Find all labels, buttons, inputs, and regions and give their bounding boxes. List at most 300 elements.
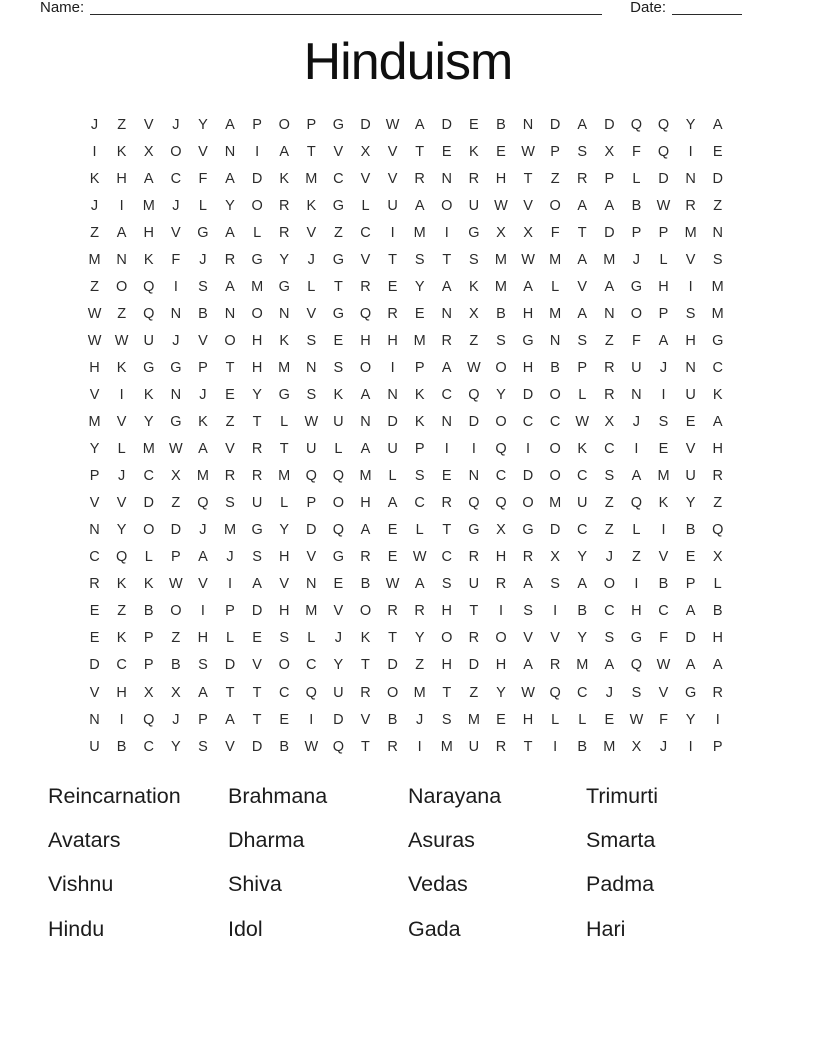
grid-letter: H [251, 332, 263, 349]
grid-letter: L [578, 711, 587, 728]
grid-letter: I [526, 441, 531, 458]
grid-letter: J [199, 522, 207, 539]
grid-letter: M [88, 251, 101, 268]
grid-letter: D [387, 414, 398, 431]
word-bank-item: Asuras [408, 828, 475, 853]
grid-letter: Y [252, 386, 262, 403]
grid-letter: X [496, 522, 506, 539]
grid-letter: A [685, 657, 696, 674]
grid-letter: O [441, 630, 453, 647]
grid-letter: N [522, 116, 534, 133]
grid-letter: S [577, 332, 588, 349]
grid-letter: M [684, 224, 697, 241]
grid-letter: U [576, 495, 588, 512]
grid-letter: E [712, 143, 723, 160]
grid-letter: K [143, 251, 154, 268]
grid-letter: Y [414, 278, 425, 295]
grid-letter: I [634, 441, 639, 458]
grid-letter: O [278, 116, 290, 133]
grid-letter: F [550, 224, 560, 241]
grid-letter: W [494, 197, 508, 214]
grid-letter: K [116, 576, 127, 593]
grid-letter: Y [685, 495, 696, 512]
grid-letter: A [577, 305, 588, 322]
grid-letter: A [712, 414, 723, 431]
grid-letter: C [143, 738, 154, 755]
word-bank-item: Brahmana [228, 783, 328, 808]
word-bank [48, 774, 770, 952]
grid-letter: O [116, 278, 128, 295]
grid-letter: M [549, 251, 562, 268]
grid-letter: N [224, 143, 236, 160]
grid-letter: O [359, 603, 372, 620]
grid-letter: Q [630, 657, 643, 674]
grid-letter: U [306, 441, 317, 458]
grid-letter: M [657, 468, 670, 485]
grid-letter: B [279, 738, 290, 755]
grid-letter: J [172, 116, 180, 133]
grid-letter: A [604, 278, 615, 295]
grid-letter: K [333, 386, 344, 403]
grid-letter: A [143, 170, 154, 187]
grid-letter: X [469, 305, 479, 322]
grid-letter: V [89, 684, 100, 701]
grid-letter: G [197, 224, 209, 241]
grid-letter: S [631, 684, 642, 701]
grid-letter: Y [198, 116, 208, 133]
grid-letter: E [252, 630, 262, 647]
grid-letter: J [334, 630, 343, 647]
grid-letter: R [441, 332, 452, 349]
grid-letter: I [119, 197, 124, 214]
grid-letter: R [604, 359, 615, 376]
grid-letter: T [442, 251, 452, 268]
grid-letter: O [441, 197, 453, 214]
grid-letter: R [387, 738, 398, 755]
grid-letter: L [632, 522, 641, 539]
grid-letter: A [387, 495, 398, 512]
grid-letter: L [415, 522, 424, 539]
grid-letter: C [89, 549, 100, 566]
grid-letter: N [306, 359, 317, 376]
grid-letter: R [414, 603, 425, 620]
grid-letter: D [549, 116, 561, 133]
grid-letter: H [712, 630, 723, 647]
grid-letter: U [387, 197, 398, 214]
grid-letter: T [252, 711, 262, 728]
grid-letter: F [659, 711, 668, 728]
grid-letter: E [441, 143, 452, 160]
grid-letter: E [279, 711, 290, 728]
grid-letter: P [550, 143, 560, 160]
grid-letter: W [168, 441, 183, 458]
grid-letter: W [168, 576, 183, 593]
grid-letter: P [577, 359, 588, 376]
grid-letter: L [225, 630, 235, 647]
grid-letter: D [224, 657, 236, 674]
grid-letter: L [388, 468, 397, 485]
grid-letter: L [334, 441, 343, 458]
grid-letter: Z [171, 630, 181, 647]
grid-letter: C [604, 603, 615, 620]
grid-letter: V [198, 143, 208, 160]
grid-letter: P [712, 738, 723, 755]
grid-letter: H [387, 332, 398, 349]
grid-letter: S [577, 143, 588, 160]
grid-letter: X [143, 143, 154, 160]
grid-letter: A [198, 441, 208, 458]
grid-letter: U [468, 197, 480, 214]
grid-letter: S [523, 603, 533, 620]
date-label: Date: [630, 0, 666, 16]
grid-letter: G [332, 251, 345, 268]
grid-letter: E [685, 414, 696, 431]
grid-letter: D [387, 657, 398, 674]
grid-letter: Q [549, 684, 561, 701]
grid-letter: N [360, 414, 371, 431]
grid-letter: Q [197, 495, 209, 512]
grid-letter: R [360, 278, 371, 295]
grid-letter: Z [415, 657, 425, 674]
grid-letter: R [224, 468, 236, 485]
grid-letter: B [496, 116, 506, 133]
grid-letter: V [279, 576, 290, 593]
grid-letter: M [413, 332, 426, 349]
grid-letter: A [685, 603, 696, 620]
grid-letter: Z [604, 522, 614, 539]
grid-letter: N [441, 305, 452, 322]
grid-letter: G [468, 224, 480, 241]
grid-letter: L [361, 197, 370, 214]
grid-letter: X [523, 224, 533, 241]
grid-letter: A [712, 116, 723, 133]
letter-grid [81, 111, 731, 760]
grid-letter: Q [143, 711, 155, 728]
grid-letter: X [631, 738, 642, 755]
grid-letter: N [306, 576, 317, 593]
grid-letter: J [605, 549, 613, 566]
word-bank-item: Vishnu [48, 872, 114, 897]
grid-letter: V [306, 305, 317, 322]
grid-letter: Y [685, 711, 696, 728]
word-bank-item: Vedas [408, 872, 468, 897]
word-bank-item: Hindu [48, 916, 105, 941]
grid-letter: H [522, 359, 534, 376]
grid-letter: A [116, 224, 127, 241]
grid-letter: V [523, 630, 533, 647]
grid-letter: Z [631, 549, 641, 566]
grid-letter: J [226, 549, 234, 566]
grid-letter: Z [550, 170, 560, 187]
grid-letter: B [143, 603, 154, 620]
grid-letter: C [576, 468, 588, 485]
grid-letter: Q [359, 305, 372, 322]
grid-letter: P [685, 576, 696, 593]
grid-letter: D [549, 522, 561, 539]
grid-letter: E [414, 305, 425, 322]
grid-letter: E [496, 143, 506, 160]
grid-letter: R [468, 549, 480, 566]
grid-letter: C [278, 684, 290, 701]
grid-letter: V [225, 738, 235, 755]
grid-letter: U [89, 738, 100, 755]
word-bank-item: Idol [228, 916, 263, 941]
grid-letter: X [170, 684, 181, 701]
grid-letter: D [251, 603, 263, 620]
grid-letter: V [658, 549, 669, 566]
word-bank-item: Shiva [228, 872, 282, 897]
grid-letter: R [468, 170, 480, 187]
grid-letter: V [333, 603, 344, 620]
grid-letter: D [604, 224, 615, 241]
grid-letter: T [333, 278, 343, 295]
grid-letter: S [550, 576, 560, 593]
grid-letter: S [658, 414, 669, 431]
grid-letter: A [360, 386, 371, 403]
grid-letter: V [387, 170, 398, 187]
grid-letter: O [170, 603, 182, 620]
grid-letter: U [143, 332, 154, 349]
grid-letter: Q [305, 684, 317, 701]
grid-letter: N [631, 386, 642, 403]
grid-letter: I [661, 522, 666, 539]
grid-letter: C [576, 684, 588, 701]
grid-letter: Q [332, 522, 345, 539]
grid-letter: G [332, 549, 345, 566]
grid-letter: Z [90, 278, 99, 295]
grid-letter: G [712, 332, 724, 349]
grid-letter: A [441, 278, 452, 295]
grid-letter: M [359, 468, 372, 485]
grid-letter: K [143, 386, 154, 403]
grid-letter: D [251, 738, 263, 755]
grid-letter: O [170, 143, 182, 160]
grid-letter: P [89, 468, 100, 485]
grid-letter: U [387, 441, 398, 458]
grid-letter: M [576, 657, 589, 674]
grid-letter: P [252, 116, 262, 133]
grid-letter: G [278, 386, 290, 403]
grid-letter: A [658, 332, 669, 349]
grid-letter: V [360, 711, 371, 728]
grid-letter: R [278, 197, 290, 214]
grid-letter: U [631, 359, 642, 376]
grid-letter: V [360, 251, 371, 268]
grid-letter: M [711, 278, 724, 295]
grid-letter: I [444, 441, 449, 458]
grid-letter: S [279, 630, 290, 647]
grid-letter: I [255, 143, 260, 160]
grid-letter: K [116, 359, 127, 376]
grid-letter: W [656, 657, 671, 674]
grid-letter: R [576, 170, 588, 187]
grid-letter: C [414, 495, 425, 512]
grid-letter: I [309, 711, 314, 728]
grid-letter: M [278, 359, 291, 376]
grid-letter: C [712, 359, 723, 376]
grid-letter: Y [414, 630, 425, 647]
grid-letter: O [495, 630, 507, 647]
grid-letter: O [224, 332, 236, 349]
grid-letter: R [468, 630, 480, 647]
grid-letter: S [198, 738, 208, 755]
grid-letter: Z [713, 197, 723, 214]
grid-letter: R [522, 549, 534, 566]
grid-letter: O [603, 576, 615, 593]
grid-letter: E [496, 711, 506, 728]
grid-letter: I [688, 738, 693, 755]
grid-letter: T [279, 441, 289, 458]
grid-letter: Q [305, 468, 317, 485]
grid-letter: S [198, 657, 208, 674]
grid-letter: C [143, 468, 154, 485]
grid-letter: G [630, 278, 643, 295]
grid-letter: M [494, 278, 507, 295]
grid-letter: G [170, 359, 182, 376]
grid-letter: H [522, 305, 534, 322]
grid-letter: R [712, 684, 723, 701]
grid-letter: R [387, 603, 398, 620]
grid-letter: Q [657, 116, 670, 133]
grid-letter: H [712, 441, 723, 458]
grid-letter: V [577, 278, 588, 295]
word-bank-item: Reincarnation [48, 783, 181, 808]
grid-letter: D [441, 116, 452, 133]
grid-letter: A [631, 468, 642, 485]
grid-letter: D [170, 522, 182, 539]
grid-letter: J [90, 197, 99, 214]
date-blank-line [672, 1, 742, 15]
grid-letter: M [440, 738, 453, 755]
grid-letter: Y [333, 657, 344, 674]
grid-letter: N [170, 305, 182, 322]
grid-letter: B [170, 657, 181, 674]
grid-letter: V [116, 414, 127, 431]
grid-letter: H [251, 359, 263, 376]
grid-letter: I [498, 603, 503, 620]
grid-letter: T [415, 143, 425, 160]
grid-letter: T [577, 224, 587, 241]
grid-letter: O [251, 197, 263, 214]
grid-letter: A [225, 116, 235, 133]
grid-letter: V [116, 495, 127, 512]
grid-letter: H [89, 359, 100, 376]
grid-letter: R [604, 386, 615, 403]
grid-letter: M [549, 495, 562, 512]
grid-letter: M [305, 603, 318, 620]
grid-letter: G [332, 116, 345, 133]
grid-letter: N [116, 251, 127, 268]
grid-letter: K [414, 386, 425, 403]
grid-letter: E [387, 522, 398, 539]
grid-letter: Z [604, 332, 614, 349]
grid-letter: Y [496, 684, 506, 701]
grid-letter: U [468, 738, 480, 755]
grid-letter: B [198, 305, 208, 322]
grid-letter: P [414, 441, 425, 458]
grid-letter: D [685, 630, 696, 647]
grid-letter: W [412, 549, 427, 566]
grid-letter: M [251, 278, 264, 295]
grid-letter: N [441, 170, 452, 187]
grid-letter: E [387, 278, 398, 295]
word-bank-item: Avatars [48, 828, 121, 853]
grid-letter: Q [116, 549, 128, 566]
grid-letter: R [495, 738, 507, 755]
grid-letter: D [306, 522, 317, 539]
grid-letter: T [252, 414, 262, 431]
grid-letter: R [360, 684, 371, 701]
grid-letter: S [441, 576, 452, 593]
grid-letter: N [89, 522, 100, 539]
grid-letter: O [522, 495, 534, 512]
grid-letter: N [387, 386, 398, 403]
grid-letter: J [659, 738, 668, 755]
grid-letter: A [523, 657, 533, 674]
grid-letter: A [279, 143, 290, 160]
grid-letter: J [659, 359, 668, 376]
grid-letter: J [632, 251, 641, 268]
grid-letter: H [116, 684, 127, 701]
grid-letter: P [143, 630, 154, 647]
grid-letter: K [116, 143, 127, 160]
grid-letter: I [471, 441, 476, 458]
grid-letter: W [87, 305, 102, 322]
grid-letter: A [225, 224, 235, 241]
grid-letter: T [523, 738, 533, 755]
grid-letter: S [604, 630, 615, 647]
grid-letter: N [441, 414, 452, 431]
grid-letter: V [360, 170, 371, 187]
grid-letter: R [441, 495, 452, 512]
grid-letter: S [496, 332, 506, 349]
grid-letter: S [441, 711, 452, 728]
grid-letter: S [604, 468, 615, 485]
grid-letter: D [658, 170, 669, 187]
grid-letter: E [604, 711, 615, 728]
grid-letter: G [332, 305, 345, 322]
name-label: Name: [40, 0, 85, 16]
grid-letter: A [577, 251, 588, 268]
grid-letter: U [468, 576, 480, 593]
grid-letter: N [89, 711, 100, 728]
grid-letter: S [414, 468, 425, 485]
grid-letter: O [332, 495, 345, 512]
grid-letter: K [279, 170, 290, 187]
grid-letter: L [117, 441, 126, 458]
grid-letter: I [553, 738, 558, 755]
grid-letter: I [92, 143, 97, 160]
grid-letter: G [143, 359, 155, 376]
grid-letter: V [89, 386, 100, 403]
grid-letter: L [307, 278, 316, 295]
grid-letter: Z [117, 305, 127, 322]
grid-letter: X [170, 468, 181, 485]
grid-letter: H [658, 278, 669, 295]
grid-letter: Q [332, 738, 345, 755]
grid-letter: O [549, 441, 561, 458]
grid-letter: C [333, 170, 344, 187]
grid-letter: H [278, 549, 290, 566]
grid-letter: N [685, 359, 696, 376]
grid-letter: C [116, 657, 127, 674]
grid-letter: C [441, 386, 452, 403]
grid-letter: S [469, 251, 479, 268]
grid-letter: Y [577, 630, 588, 647]
grid-letter: M [142, 441, 155, 458]
grid-letter: V [685, 441, 696, 458]
grid-letter: S [252, 549, 262, 566]
